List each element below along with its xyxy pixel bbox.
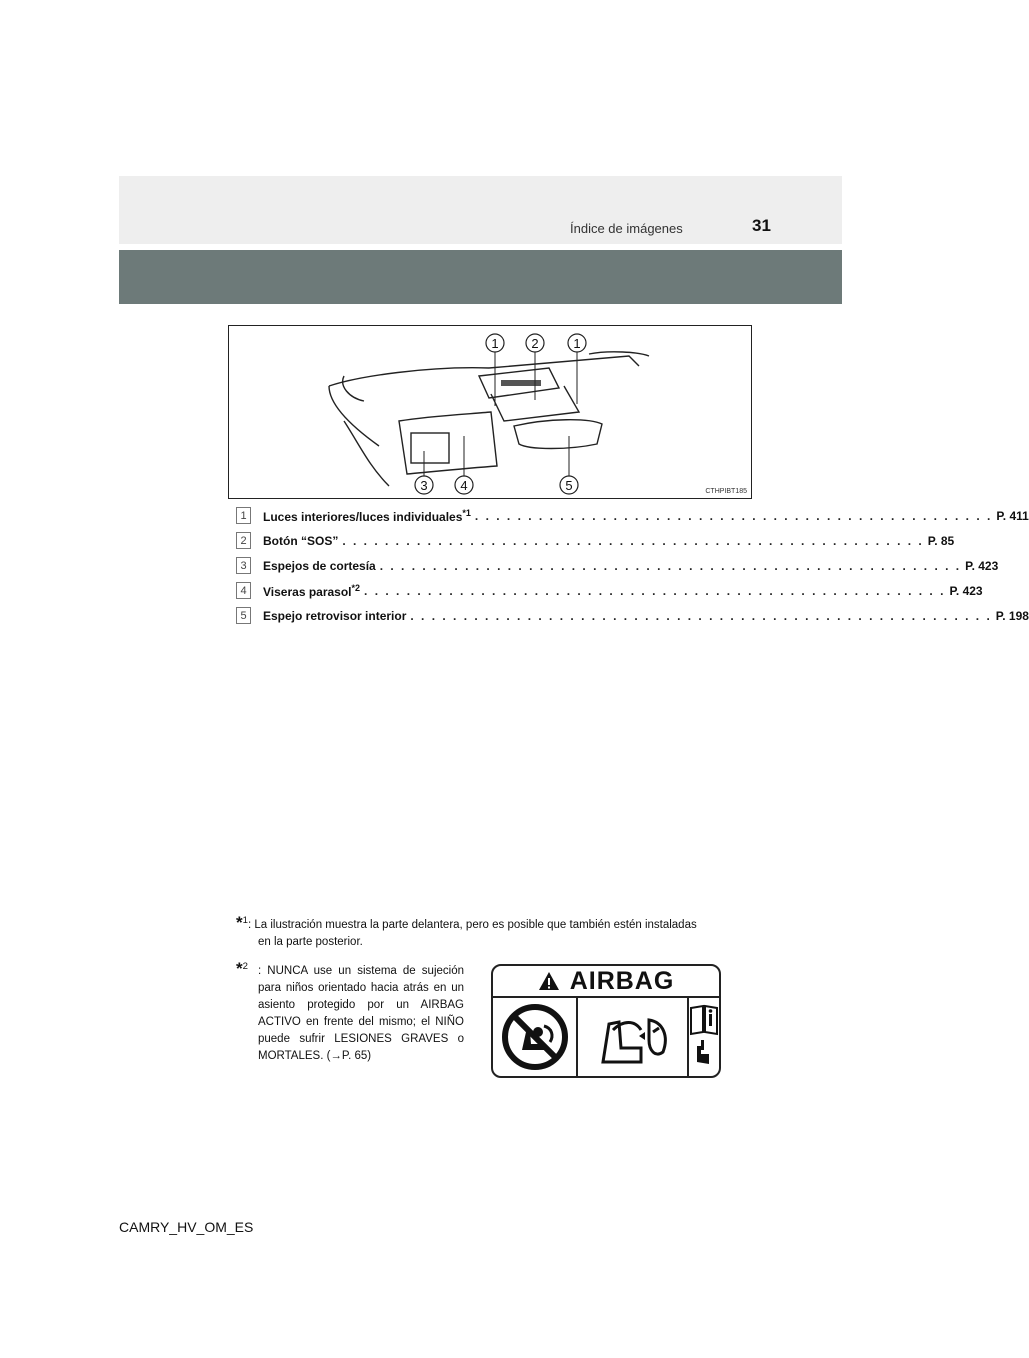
item-number: 4 — [236, 582, 251, 599]
asterisk: * — [236, 912, 243, 932]
list-item — [236, 578, 983, 603]
leader-dots: . . . . . . . . . . . . . . . . . . . . . . . . . . . . . . . . . . . . . . . . . . . . . . . . . . . . . . . — [410, 608, 992, 623]
leader-dots: . . . . . . . . . . . . . . . . . . . . . . . . . . . . . . . . . . . . . . . . . . . . . . . . . . . . . . . — [364, 583, 946, 598]
leader-dots: . . . . . . . . . . . . . . . . . . . . . . . . . . . . . . . . . . . . . . . . . . . . . . . . . . . . . . . — [379, 558, 962, 573]
callout-1a: 1 — [491, 336, 499, 351]
component-list — [236, 503, 1029, 628]
read-manual-panel — [689, 998, 719, 1076]
airbag-deploy-panel — [578, 998, 689, 1076]
interior-drawing — [229, 326, 751, 498]
callout-5: 5 — [565, 478, 573, 493]
callout-4: 4 — [460, 478, 468, 493]
asterisk: * — [236, 958, 243, 978]
page-reference[interactable]: P. 423 — [949, 583, 983, 598]
page-reference[interactable]: P. 198 — [995, 608, 1029, 623]
airbag-title: AIRBAG — [569, 966, 675, 995]
title-band — [119, 250, 842, 304]
item-label: Botón “SOS” — [263, 533, 339, 548]
footnote-number: 1 — [242, 915, 248, 926]
footnote-number: 2 — [242, 961, 248, 972]
item-number: 1 — [236, 507, 251, 524]
overhead-console-illustration — [228, 325, 752, 499]
footnote-mark: *2 — [351, 582, 361, 593]
item-number: 3 — [236, 557, 251, 574]
page-reference[interactable]: P. 423 — [965, 558, 999, 573]
page-reference[interactable]: P. 411 — [996, 508, 1029, 523]
footnote-text-continued: en la parte posterior. — [258, 935, 363, 948]
leader-dots: . . . . . . . . . . . . . . . . . . . . . . . . . . . . . . . . . . . . . . . . . . . . . . . . . — [474, 508, 993, 523]
footnote-text: : NUNCA use un sistema de sujeción para niños orientado hacia atrás en un asiento protegido por un AIRBAG ACTIVO en frente del mismo; el NIÑO puede sufrir LESIONES GRAVES o MORTALES. (→P. 65) — [258, 964, 464, 1062]
list-item — [236, 528, 955, 553]
airbag-label-header — [493, 966, 719, 998]
page-reference[interactable]: P. 85 — [927, 533, 955, 548]
item-label: Espejos de cortesía — [263, 558, 376, 573]
list-item — [236, 503, 1029, 528]
footnote-2 — [236, 958, 464, 1065]
no-rear-facing-seat-panel — [493, 998, 578, 1076]
warning-triangle-icon — [538, 971, 560, 991]
callout-1b: 1 — [573, 336, 581, 351]
section-title: Índice de imágenes — [570, 221, 683, 236]
header-band — [119, 176, 842, 244]
footnote-mark: *1 — [462, 507, 471, 518]
figure-code: CTHPIBT185 — [705, 488, 747, 495]
item-number: 2 — [236, 532, 251, 549]
page-number: 31 — [752, 216, 771, 235]
leader-dots: . . . . . . . . . . . . . . . . . . . . . . . . . . . . . . . . . . . . . . . . . . . . . . . . . . . . . . . — [342, 533, 924, 548]
item-label: Luces interiores/luces individuales — [263, 509, 463, 524]
read-manual-icon — [689, 1002, 719, 1072]
item-label: Viseras parasol — [263, 584, 352, 599]
footnote-1 — [236, 912, 726, 951]
list-item — [236, 553, 999, 578]
callout-2: 2 — [531, 336, 539, 351]
airbag-deployment-icon — [583, 1002, 683, 1072]
document-code: CAMRY_HV_OM_ES — [119, 1219, 254, 1235]
prohibited-child-seat-icon — [500, 1002, 570, 1072]
list-item — [236, 603, 1029, 628]
item-label: Espejo retrovisor interior — [263, 608, 407, 623]
callout-3: 3 — [420, 478, 428, 493]
airbag-warning-label — [491, 964, 721, 1078]
footnote-text: : La ilustración muestra la parte delantera, pero es posible que también estén instaladas — [247, 918, 697, 931]
item-number: 5 — [236, 607, 251, 624]
